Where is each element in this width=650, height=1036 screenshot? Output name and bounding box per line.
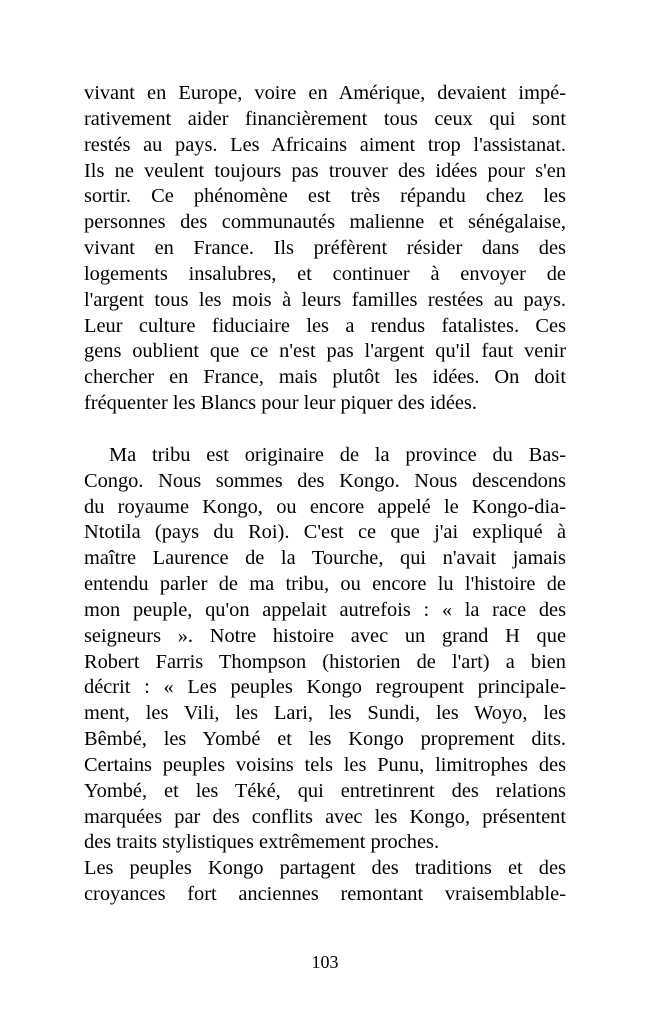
text-line: Leur culture fiduciaire les a rendus fatalistes. Ces [84,314,566,337]
text-line: rativement aider financièrement tous ceux qui sont [84,107,566,130]
text-line: l'argent tous les mois à leurs familles restées au pays. [84,288,566,311]
text-line: ment, les Vili, les Lari, les Sundi, les Woyo, les [84,702,566,725]
body-text [84,81,566,908]
text-line: Bêmbé, les Yombé et les Kongo proprement dits. [84,728,566,751]
text-line: maître Laurence de la Tourche, qui n'avait jamais [84,547,566,570]
text-line: du royaume Kongo, ou encore appelé le Kongo-dia- [84,495,566,518]
text-line: Robert Farris Thompson (historien de l'art) a bien [84,650,566,673]
text-line: restés au pays. Les Africains aiment trop l'assistanat. [84,133,566,156]
text-line: vivant en Europe, voire en Amérique, devaient impé- [84,82,566,104]
text-line: mon peuple, qu'on appelait autrefois : « la race des [84,598,566,621]
text-line: croyances fort anciennes remontant vraisemblable- [84,883,566,906]
text-line: sortir. Ce phénomène est très répandu chez les [84,185,566,208]
text-line: des traits stylistiques extrêmement proches. [84,831,440,854]
text-line: Ma tribu est originaire de la province du Bas- [109,443,566,466]
text-line: seigneurs ». Notre histoire avec un grand H que [84,624,566,647]
paragraph-3 [84,856,566,908]
text-line: logements insalubres, et continuer à envoyer de [84,262,566,285]
text-line: Les peuples Kongo partagent des traditions et des [84,857,566,880]
text-line: Congo. Nous sommes des Kongo. Nous descendons [84,469,566,492]
text-line: Ils ne veulent toujours pas trouver des idées pour s'en [84,159,566,182]
text-line: chercher en France, mais plutôt les idées. On doit [84,366,566,389]
text-line: vivant en France. Ils préfèrent résider dans des [84,237,566,260]
text-line: gens oublient que ce n'est pas l'argent qu'il faut venir [84,340,566,363]
text-line: entendu parler de ma tribu, ou encore lu l'histoire de [84,573,566,596]
paragraph-2 [84,443,566,857]
paragraph-1 [84,81,566,417]
paragraph-spacer [84,417,566,443]
text-line: Ntotila (pays du Roi). C'est ce que j'ai expliqué à [84,521,566,544]
text-line: marquées par des conflits avec les Kongo, présentent [84,805,566,828]
text-line: décrit : « Les peuples Kongo regroupent principale- [84,676,566,699]
text-line: personnes des communautés malienne et sénégalaise, [84,211,566,234]
text-line: Certains peuples voisins tels les Punu, limitrophes des [84,753,566,776]
text-line: Yombé, et les Téké, qui entretinrent des relations [84,779,566,802]
page-number: 103 [311,952,339,972]
text-line: fréquenter les Blancs pour leur piquer des idées. [84,392,477,415]
